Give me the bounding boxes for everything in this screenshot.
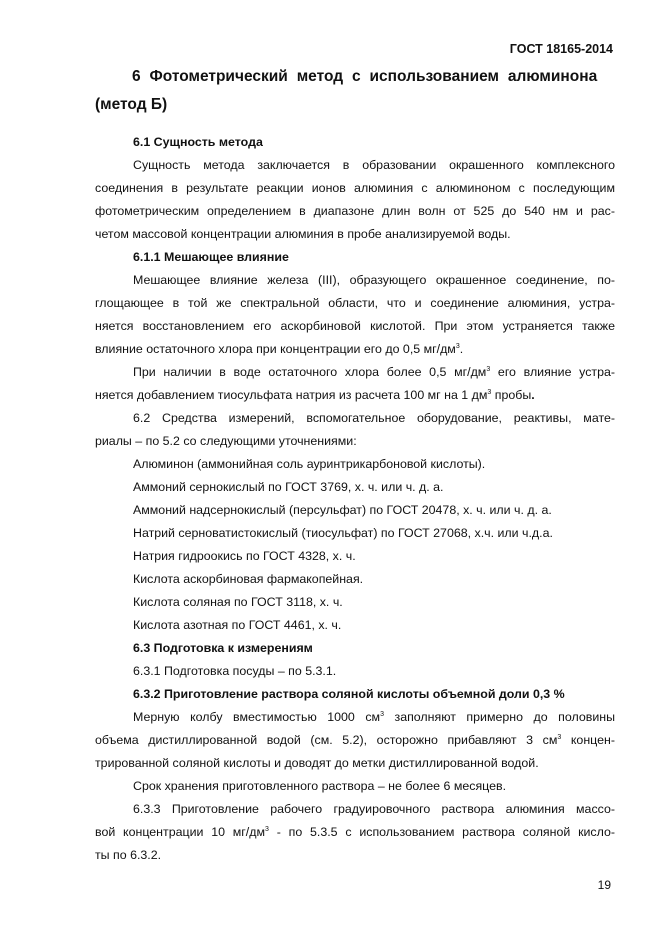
paragraph-line	[95, 821, 615, 844]
text-run: заполняют примерно до половины	[383, 710, 615, 724]
text-run: влияние остаточного хлора при концентрации его до 0,5 мг/дм	[95, 342, 456, 356]
text-run: концен-	[561, 733, 615, 747]
paragraph-line: фотометрическим определением в диапазоне длин волн от 525 до 540 нм и рас-	[95, 204, 615, 218]
text-run: вой концентрации 10 мг/дм	[95, 825, 266, 839]
standard-number: ГОСТ 18165-2014	[509, 42, 613, 56]
section-title-line1: 6 Фотометрический метод с использованием алюминона	[132, 68, 598, 85]
text-run: его влияние устра-	[490, 365, 615, 379]
paragraph-line	[95, 706, 615, 729]
paragraph-line	[95, 384, 615, 407]
text-run: пробы	[491, 388, 532, 402]
superscript: 3	[265, 826, 269, 833]
text-run: .	[531, 388, 535, 402]
text-run: При наличии в воде остаточного хлора более 0,5 мг/дм	[133, 365, 487, 379]
list-item: Алюминон (аммонийная соль ауринтрикарбоновой кислоты).	[133, 457, 486, 471]
superscript: 3	[455, 343, 460, 350]
paragraph-line: четом массовой концентрации алюминия в пробе анализируемой воды.	[95, 227, 511, 241]
paragraph-line: няется восстановлением его аскорбиновой кислотой. При этом устраняется также	[95, 319, 615, 333]
section-title-line2: (метод Б)	[95, 96, 168, 113]
list-item: Натрий серноватистокислый (тиосульфат) по ГОСТ 27068, х.ч. или ч.д.а.	[133, 526, 553, 540]
paragraph-line: глощающее в той же спектральной области, что и соединение алюминия, устра-	[95, 296, 615, 310]
paragraph-line: ты по 6.3.2.	[95, 848, 162, 862]
superscript: 3	[557, 734, 562, 741]
paragraph-line: Мешающее влияние железа (III), образующего окрашенное соединение, по-	[133, 273, 615, 287]
page-number: 19	[597, 878, 611, 892]
subsection-heading-6-1-1: 6.1.1 Мешающее влияние	[133, 250, 289, 264]
paragraph-line: Сущность метода заключается в образовании окрашенного комплексного	[133, 158, 615, 172]
text-run: .	[459, 342, 464, 356]
superscript: 3	[380, 711, 384, 718]
paragraph-line	[95, 361, 615, 384]
paragraph-line: Срок хранения приготовленного раствора – не более 6 месяцев.	[133, 779, 507, 793]
paragraph-line: трированной соляной кислоты и доводят до метки дистиллированной водой.	[95, 756, 539, 770]
list-item: Кислота соляная по ГОСТ 3118, х. ч.	[133, 595, 343, 609]
list-item: Аммоний надсернокислый (персульфат) по ГОСТ 20478, х. ч. или ч. д. а.	[133, 503, 552, 517]
text-run: объема дистиллированной водой (см. 5.2), осторожно прибавляют 3 см	[95, 733, 558, 747]
paragraph-line	[95, 729, 615, 752]
list-item: Аммоний сернокислый по ГОСТ 3769, х. ч. или ч. д. а.	[133, 480, 444, 494]
paragraph-line: риалы – по 5.2 со следующими уточнениями:	[95, 434, 357, 448]
subsection-heading-6-3: 6.3 Подготовка к измерениям	[133, 641, 313, 655]
superscript: 3	[486, 366, 491, 373]
subsection-heading-6-1: 6.1 Сущность метода	[133, 135, 263, 149]
list-item: Кислота аскорбиновая фармакопейная.	[133, 572, 364, 586]
superscript: 3	[487, 389, 492, 396]
text-run: няется добавлением тиосульфата натрия из расчета 100 мг на 1 дм	[95, 388, 488, 402]
list-item: Кислота азотная по ГОСТ 4461, х. ч.	[133, 618, 342, 632]
text-run: Мерную колбу вместимостью 1000 см	[133, 710, 381, 724]
paragraph-line: 6.3.3 Приготовление рабочего градуировочного раствора алюминия массо-	[133, 802, 615, 816]
subsection-heading-6-3-2: 6.3.2 Приготовление раствора соляной кислоты объемной доли 0,3 %	[133, 687, 565, 701]
paragraph-line	[95, 338, 615, 361]
paragraph-line: 6.2 Средства измерений, вспомогательное оборудование, реактивы, мате-	[133, 411, 615, 425]
text-run: - по 5.3.5 с использованием раствора соляной кисло-	[268, 825, 615, 839]
body-text	[95, 131, 615, 867]
paragraph-line: соединения в результате реакции ионов алюминия с алюминоном с последующим	[95, 181, 615, 195]
paragraph-line: 6.3.1 Подготовка посуды – по 5.3.1.	[133, 664, 337, 678]
list-item: Натрия гидроокись по ГОСТ 4328, х. ч.	[133, 549, 356, 563]
